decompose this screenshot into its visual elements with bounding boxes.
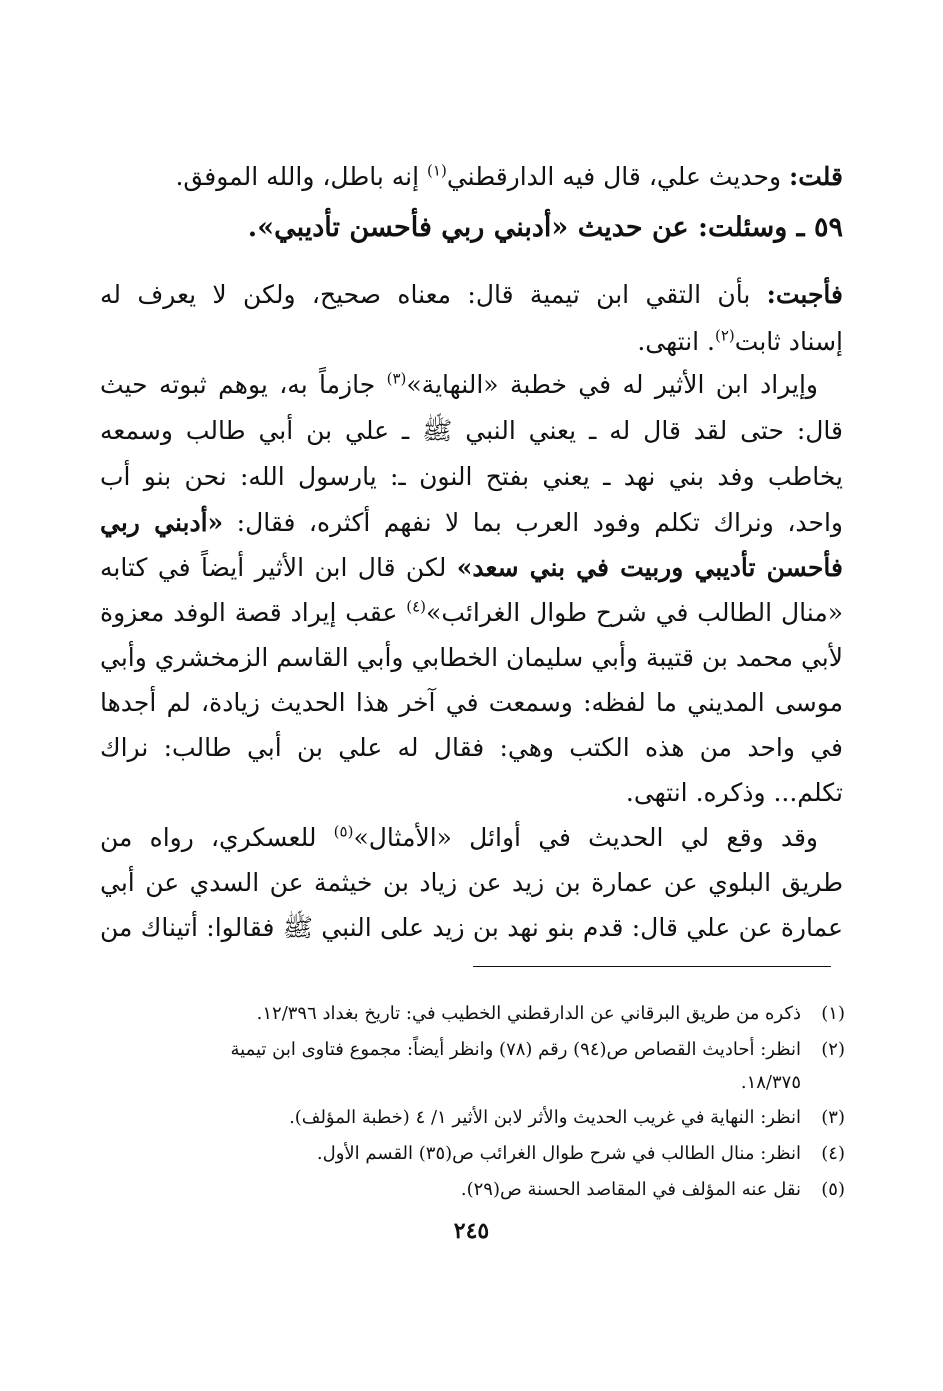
footnote-text: ذكره من طريق البرقاني عن الدارقطني الخطيب في: تاريخ بغداد ١٢/٣٩٦. [256, 1003, 801, 1024]
line-text: جازماً به، يوهم ثبوته حيث [100, 370, 387, 399]
footnote-2-continuation: ١٨/٣٧٥. [740, 1072, 801, 1093]
text-line-17: عمارة عن علي قال: قدم بنو نهد بن زيد على النبي ﷺ فقالوا: أتيناك من [100, 913, 843, 942]
footnote-text: نقل عنه المؤلف في المقاصد الحسنة ص(٢٩). [460, 1179, 801, 1200]
text-line-12: موسى المديني ما لفظه: وسمعت في آخر هذا الحديث زيادة، لم أجدها [100, 688, 843, 717]
footnote-3 [100, 1106, 845, 1129]
line-text: وقد وقع لي الحديث في أوائل «الأمثال» [353, 823, 818, 852]
footnote-text: انظر: أحاديث القصاص ص(٩٤) رقم (٧٨) وانظر أيضاً: مجموع فتاوى ابن تيمية [230, 1039, 801, 1060]
text-line-13: في واحد من هذه الكتب وهي: فقال له علي بن أبي طالب: نراك [100, 733, 843, 762]
line-text: عقب إيراد قصة الوفد معزوة [100, 598, 407, 627]
footnote-text: انظر: منال الطالب في شرح طوال الغرائب ص(٣٥) القسم الأول. [316, 1143, 801, 1164]
text-line-5 [100, 370, 818, 400]
footnote-1 [100, 1002, 845, 1025]
page-number: ٢٤٥ [453, 1218, 490, 1244]
footnote-separator [473, 966, 831, 967]
line-text: إنه باطل، والله الموفق. [175, 162, 428, 191]
footnote-ref-5: (٥) [333, 822, 354, 841]
text-line-16: طريق البلوي عن عمارة بن زيد عن زياد بن خيثمة عن السدي عن أبي [100, 868, 843, 897]
text-line-15 [100, 823, 818, 853]
line-text: بأن التقي ابن تيمية قال: معناه صحيح، ولكن لا يعرف له [100, 280, 767, 309]
footnote-ref-4: (٤) [406, 597, 427, 616]
footnote-number: (٤) [821, 1143, 845, 1164]
answer-lead: فأجبت: [766, 280, 843, 309]
qultu-lead: قلت: [788, 162, 843, 191]
footnote-ref-3: (٣) [386, 369, 407, 388]
footnote-number: (٢) [821, 1039, 845, 1060]
line-text: إسناد ثابت [734, 327, 843, 356]
text-line-14: تكلم... وذكره. انتهى. [625, 778, 843, 807]
footnote-5 [100, 1178, 845, 1201]
footnote-ref-1: (١) [427, 161, 447, 180]
hadith-text-bold: فأحسن تأديبي وربيت في بني سعد» [456, 553, 844, 582]
text-line-8 [100, 508, 843, 538]
hadith-text-bold: «أدبني ربي [100, 508, 224, 537]
footnote-number: (٥) [821, 1179, 845, 1200]
text-line-11: لأبي محمد بن قتيبة وأبي سليمان الخطابي وأبي القاسم الزمخشري وأبي [100, 643, 843, 672]
line-text: . انتهى. [637, 327, 715, 356]
line-text: لكن قال ابن الأثير أيضاً في كتابه [100, 553, 457, 582]
footnote-2 [100, 1038, 845, 1061]
text-line-10 [100, 598, 843, 628]
text-line-1 [100, 162, 843, 192]
text-line-7: يخاطب وفد بني نهد ـ يعني بفتح النون ـ: يارسول الله: نحن بنو أب [100, 462, 843, 491]
question-heading: ٥٩ ـ وسئلت: عن حديث «أدبني ربي فأحسن تأديبي». [247, 212, 843, 243]
text-line-3 [100, 280, 843, 310]
line-text: واحد، ونراك تكلم وفود العرب بما لا نفهم أكثره، فقال: [223, 508, 843, 537]
footnote-number: (٣) [821, 1107, 845, 1128]
line-text: وإيراد ابن الأثير له في خطبة «النهاية» [406, 370, 818, 399]
text-line-4 [100, 327, 843, 357]
line-text: للعسكري، رواه من [100, 823, 334, 852]
footnote-number: (١) [821, 1003, 845, 1024]
text-line-6: قال: حتى لقد قال له ـ يعني النبي ﷺ ـ علي بن أبي طالب وسمعه [100, 416, 843, 445]
footnote-4 [100, 1142, 845, 1165]
line-text: «منال الطالب في شرح طوال الغرائب» [426, 598, 844, 627]
text-line-9 [100, 553, 843, 583]
footnote-ref-2: (٢) [715, 326, 735, 345]
footnote-text: انظر: النهاية في غريب الحديث والأثر لابن الأثير ١/ ٤ (خطبة المؤلف). [289, 1107, 801, 1128]
line-text: وحديث علي، قال فيه الدارقطني [446, 162, 789, 191]
